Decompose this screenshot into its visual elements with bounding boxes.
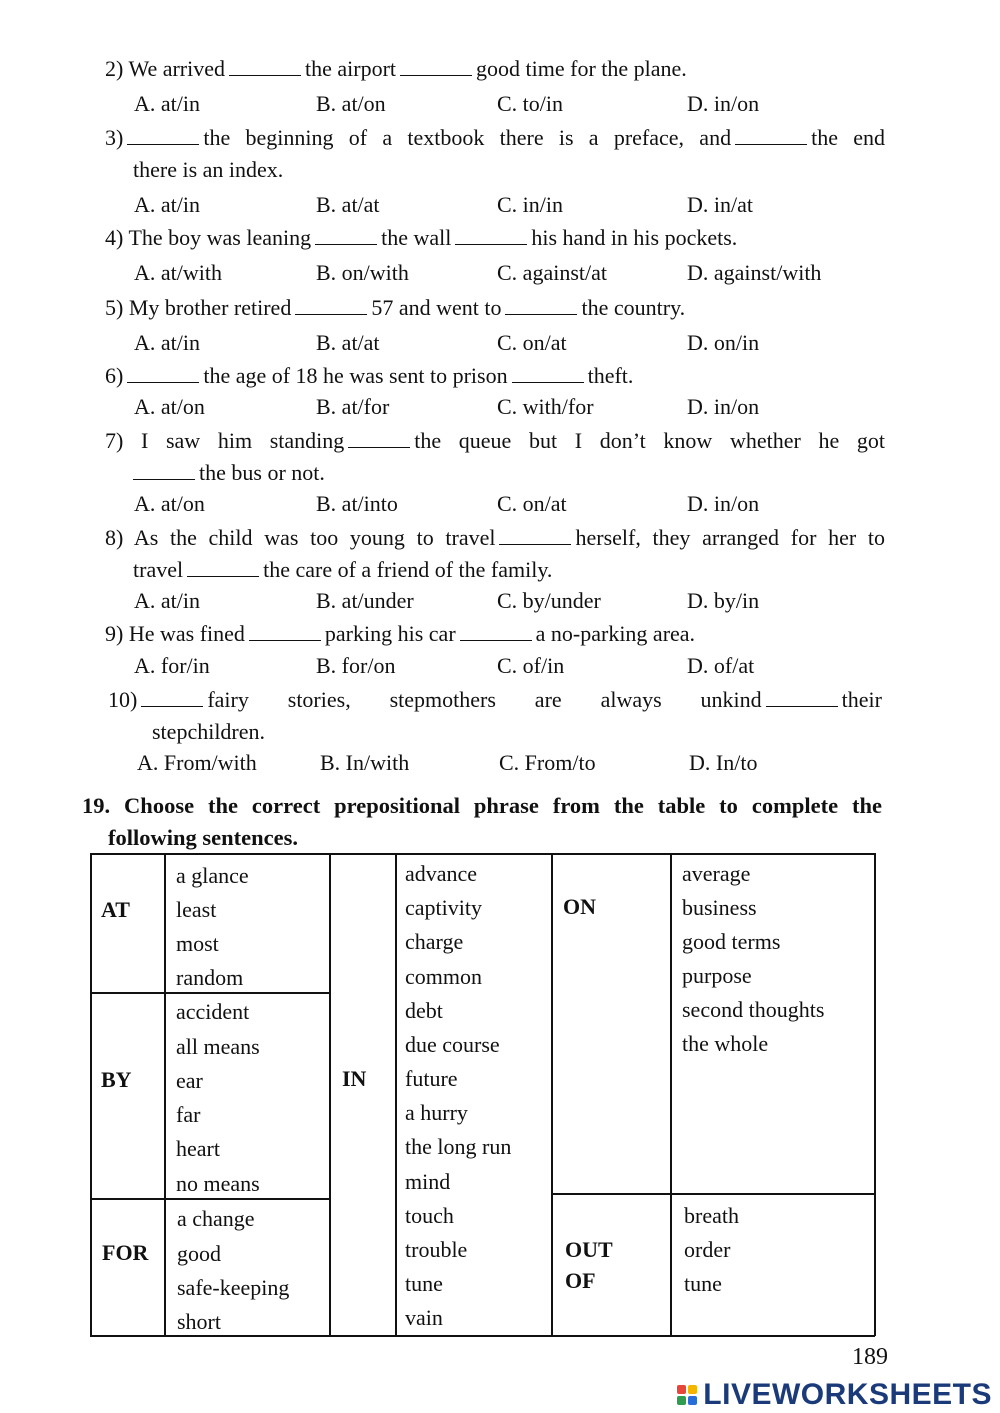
table-item: second thoughts xyxy=(682,997,825,1022)
question-4: 4) The boy was leaning the wall his hand in his pockets. xyxy=(105,225,738,250)
category-at: AT xyxy=(101,897,130,922)
question-10: 10) fairy stories, stepmothers are always unkind their stepchildren. xyxy=(108,687,882,744)
option-b: B. at/at xyxy=(316,192,380,217)
option-d: D. in/on xyxy=(687,91,760,116)
option-a: A. at/in xyxy=(134,330,200,355)
table-item: advance xyxy=(405,861,478,886)
question-2: 2) We arrived the airport good time for the plane. xyxy=(105,56,687,81)
table-item: vain xyxy=(405,1305,443,1330)
question-7: 7) I saw him standing the queue but I don’t know whether he got the bus or not. xyxy=(105,428,885,485)
answer-blank[interactable] xyxy=(315,226,377,245)
table-item: short xyxy=(177,1309,221,1334)
table-item: heart xyxy=(176,1136,220,1161)
option-d: D. in/on xyxy=(687,394,760,419)
answer-blank[interactable] xyxy=(505,296,577,315)
option-a: A. From/with xyxy=(137,750,257,775)
category-on: ON xyxy=(563,894,596,919)
table-item: a hurry xyxy=(405,1100,468,1125)
option-c: C. From/to xyxy=(499,750,596,775)
table-item: a glance xyxy=(176,863,249,888)
table-item: average xyxy=(682,861,751,886)
question-9: 9) He was fined parking his car a no-parking area. xyxy=(105,621,696,646)
answer-blank[interactable] xyxy=(348,429,410,448)
table-item: the whole xyxy=(682,1031,769,1056)
table-item: good terms xyxy=(682,929,781,954)
option-a: A. at/on xyxy=(134,491,205,516)
answer-blank[interactable] xyxy=(133,461,195,480)
table-item: a change xyxy=(177,1206,255,1231)
answer-blank[interactable] xyxy=(460,622,532,641)
option-d: D. by/in xyxy=(687,588,760,613)
answer-blank[interactable] xyxy=(766,688,838,707)
question-6: 6) the age of 18 he was sent to prison theft. xyxy=(105,363,634,388)
table-item: due course xyxy=(405,1032,500,1057)
option-b: B. at/under xyxy=(316,588,414,613)
table-item: ear xyxy=(176,1068,203,1093)
category-in: IN xyxy=(342,1066,367,1091)
option-c: C. with/for xyxy=(497,394,594,419)
option-d: D. on/in xyxy=(687,330,760,355)
table-item: captivity xyxy=(405,895,482,920)
option-d: D. against/with xyxy=(687,260,822,285)
option-d: D. In/to xyxy=(689,750,758,775)
answer-blank[interactable] xyxy=(455,226,527,245)
table-item: mind xyxy=(405,1169,451,1194)
option-a: A. at/with xyxy=(134,260,222,285)
question-5: 5) My brother retired 57 and went to the country. xyxy=(105,295,686,320)
option-c: C. against/at xyxy=(497,260,607,285)
table-item: touch xyxy=(405,1203,454,1228)
option-b: B. at/on xyxy=(316,91,386,116)
table-item: most xyxy=(176,931,219,956)
option-a: A. at/in xyxy=(134,192,200,217)
option-c: C. in/in xyxy=(497,192,564,217)
answer-blank[interactable] xyxy=(187,558,259,577)
table-item: trouble xyxy=(405,1237,468,1262)
answer-blank[interactable] xyxy=(141,688,203,707)
answer-blank[interactable] xyxy=(512,364,584,383)
table-item: breath xyxy=(684,1203,739,1228)
option-d: D. in/on xyxy=(687,491,760,516)
option-a: A. at/in xyxy=(134,91,200,116)
option-b: B. at/for xyxy=(316,394,390,419)
option-a: A. for/in xyxy=(134,653,210,678)
question-3: 3) the beginning of a textbook there is a preface, and the end there is an index. xyxy=(105,125,885,182)
option-c: C. by/under xyxy=(497,588,601,613)
answer-blank[interactable] xyxy=(499,526,571,545)
option-a: A. at/on xyxy=(134,394,205,419)
question-8: 8) As the child was too young to travel herself, they arranged for her to travel the care of a friend of the family. xyxy=(105,525,885,582)
option-b: B. at/into xyxy=(316,491,398,516)
liveworksheets-logo-icon xyxy=(677,1385,697,1405)
table-item: debt xyxy=(405,998,443,1023)
table-item: order xyxy=(684,1237,731,1262)
answer-blank[interactable] xyxy=(229,57,301,76)
option-b: B. for/on xyxy=(316,653,396,678)
table-item: accident xyxy=(176,999,250,1024)
option-c: C. on/at xyxy=(497,330,567,355)
table-item: far xyxy=(176,1102,201,1127)
answer-blank[interactable] xyxy=(295,296,367,315)
table-item: no means xyxy=(176,1171,260,1196)
option-c: C. on/at xyxy=(497,491,567,516)
table-item: random xyxy=(176,965,244,990)
answer-blank[interactable] xyxy=(127,364,199,383)
table-item: purpose xyxy=(682,963,752,988)
table-item: business xyxy=(682,895,757,920)
answer-blank[interactable] xyxy=(249,622,321,641)
option-b: B. In/with xyxy=(320,750,410,775)
table-item: future xyxy=(405,1066,458,1091)
answer-blank[interactable] xyxy=(127,126,199,145)
option-d: D. of/at xyxy=(687,653,755,678)
table-item: tune xyxy=(684,1271,722,1296)
option-c: C. of/in xyxy=(497,653,565,678)
category-out-of-2: OF xyxy=(565,1268,596,1293)
category-out-of: OUT xyxy=(565,1237,613,1262)
option-b: B. at/at xyxy=(316,330,380,355)
category-by: BY xyxy=(101,1067,132,1092)
table-item: common xyxy=(405,964,482,989)
liveworksheets-logo[interactable] xyxy=(677,1378,992,1412)
section-title: 19. Choose the correct prepositional phrase from the table to complete the following sentences. xyxy=(82,793,882,850)
option-c: C. to/in xyxy=(497,91,564,116)
page-number: 189 xyxy=(852,1344,888,1370)
table-item: the long run xyxy=(405,1134,512,1159)
answer-blank[interactable] xyxy=(400,57,472,76)
table-item: good xyxy=(177,1241,221,1266)
liveworksheets-logo-text: LIVEWORKSHEETS xyxy=(703,1378,992,1411)
table-item: safe-keeping xyxy=(177,1275,290,1300)
table-item: tune xyxy=(405,1271,443,1296)
option-a: A. at/in xyxy=(134,588,200,613)
option-d: D. in/at xyxy=(687,192,753,217)
option-b: B. on/with xyxy=(316,260,409,285)
table-item: all means xyxy=(176,1034,260,1059)
category-for: FOR xyxy=(102,1240,149,1265)
answer-blank[interactable] xyxy=(735,126,807,145)
table-item: least xyxy=(176,897,217,922)
table-item: charge xyxy=(405,929,464,954)
